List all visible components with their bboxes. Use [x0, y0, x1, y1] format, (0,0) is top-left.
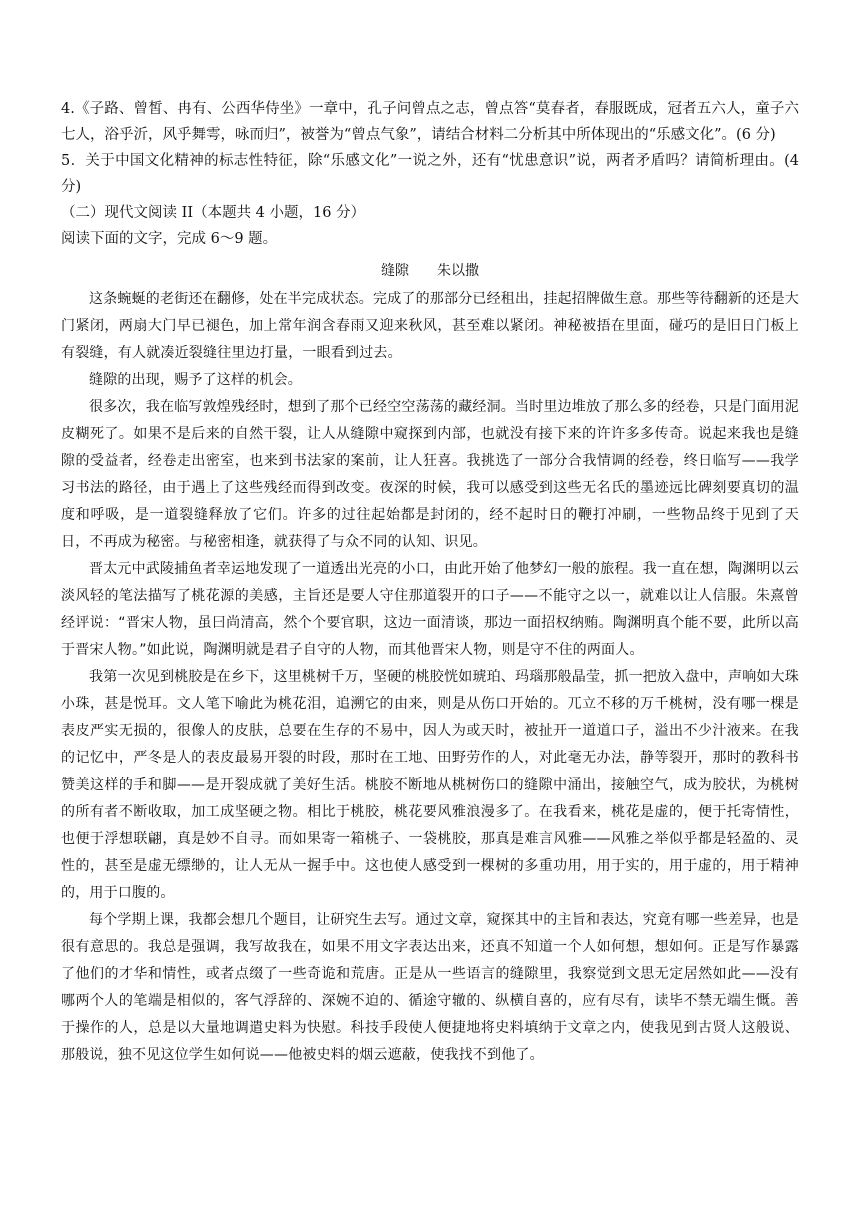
exam-page [61, 96, 799, 1069]
article-title: 缝隙 [381, 263, 409, 279]
paragraph-4: 晋太元中武陵捕鱼者幸运地发现了一道透出光亮的小口，由此开始了他梦幻一般的旅程。我一直在想，陶渊明以云淡风轻的笔法描写了桃花源的美感，主旨还是要人守住那道裂开的口子——不能守之以一，就难以让人信服。朱熹曾经评说：“晋宋人物，虽曰尚清高，然个个要官职，这边一面清谈，那边一面招权纳贿。陶渊明真个能不要，此所以高于晋宋人物。”如此说，陶渊明就是君子自守的人物，而其他晋宋人物，则是守不住的两面人。 [61, 561, 799, 658]
paragraph-5: 我第一次见到桃胶是在乡下，这里桃树千万，坚硬的桃胶恍如琥珀、玛瑙那般晶莹，抓一把放入盘中，声响如大珠小珠，甚是悦耳。文人笔下喻此为桃花泪，追溯它的由来，则是从伤口开始的。兀立不移的万千桃树，没有哪一棵是表皮严实无损的，很像人的皮肤，总要在生存的不易中，因人为或天时，被扯开一道道口子，溢出不少汁液来。在我的记忆中，严冬是人的表皮最易开裂的时段，那时在工地、田野劳作的人，对此毫无办法，静等裂开，那时的教科书赞美这样的手和脚——是开裂成就了美好生活。桃胶不断地从桃树伤口的缝隙中涌出，接触空气，成为胶状，为桃树的所有者不断收取，加工成坚硬之物。相比于桃胶，桃花要风雅浪漫多了。在我看来，桃花是虚的，便于托寄情性，也便于浮想联翩，真是妙不自寻。而如果寄一箱桃子、一袋桃胶，那真是难言风雅——风雅之举似乎都是轻盈的、灵性的，甚至是虚无缥缈的，让人无从一握手中。这也使人感受到一棵树的多重功用，用于实的，用于虚的，用于精神的，用于口腹的。 [61, 669, 799, 901]
question-4: 4.《子路、曾皙、冉有、公西华侍坐》一章中，孔子问曾点之志，曾点答“莫春者，春服既成，冠者五六人，童子六七人，浴乎沂，风乎舞雩，咏而归”，被誉为“曾点气象”，请结合材料二分析其中所体现出的“乐感文化”。(6 分) [61, 101, 799, 143]
paragraph-1: 这条蜿蜒的老街还在翻修，处在半完成状态。完成了的那部分已经租出，挂起招牌做生意。那些等待翻新的还是大门紧闭，两扇大门早已褪色，加上常年润含春雨又迎来秋风，甚至难以紧闭。神秘被捂在里面，碰巧的是旧日门板上有裂缝，有人就凑近裂缝往里边打量，一眼看到过去。 [61, 291, 799, 361]
paragraph-6: 每个学期上课，我都会想几个题目，让研究生去写。通过文章，窥探其中的主旨和表达，究竟有哪一些差异，也是很有意思的。我总是强调，我写故我在，如果不用文字表达出来，还真不知道一个人如何想，想如何。正是写作暴露了他们的才华和情性，或者点缀了一些奇诡和荒唐。正是从一些语言的缝隙里，我察觉到文思无定居然如此——没有哪两个人的笔端是相似的，客气浮辞的、深婉不迫的、循途守辙的、纵横自喜的，应有尽有，读毕不禁无端生慨。善于操作的人，总是以大量地调遣史料为快慰。科技手段使人便捷地将史料填纳于文章之内，使我见到古贤人这般说、那般说，独不见这位学生如何说——他被史料的烟云遮蔽，使我找不到他了。 [61, 912, 799, 1063]
paragraph-2: 缝隙的出现，赐予了这样的机会。 [89, 372, 302, 388]
article-title-line [61, 258, 799, 284]
section-instruction: 阅读下面的文字，完成 6～9 题。 [61, 231, 278, 247]
article-author: 朱以撒 [437, 263, 479, 279]
section-heading: （二）现代文阅读 II（本题共 4 小题，16 分） [61, 205, 366, 221]
question-5: 5．关于中国文化精神的标志性特征，除“乐感文化”一说之外，还有“忧患意识”说，两者矛盾吗？请简析理由。(4 分) [61, 153, 799, 195]
paragraph-3: 很多次，我在临写敦煌残经时，想到了那个已经空空荡荡的藏经洞。当时里边堆放了那么多的经卷，只是门面用泥皮糊死了。如果不是后来的自然干裂，让人从缝隙中窥探到内部，也就没有接下来的许许多多传奇。说起来我也是缝隙的受益者，经卷走出密室，也来到书法家的案前，让人狂喜。我挑选了一部分合我情调的经卷，终日临写——我学习书法的路径，由于遇上了这些残经而得到改变。夜深的时候，我可以感受到这些无名氏的墨迹远比碑刻要真切的温度和呼吸，是一道裂缝释放了它们。许多的过往起始都是封闭的，经不起时日的鞭打冲刷，一些物品终于见到了天日，不再成为秘密。与秘密相逢，就获得了与众不同的认知、识见。 [61, 399, 799, 550]
